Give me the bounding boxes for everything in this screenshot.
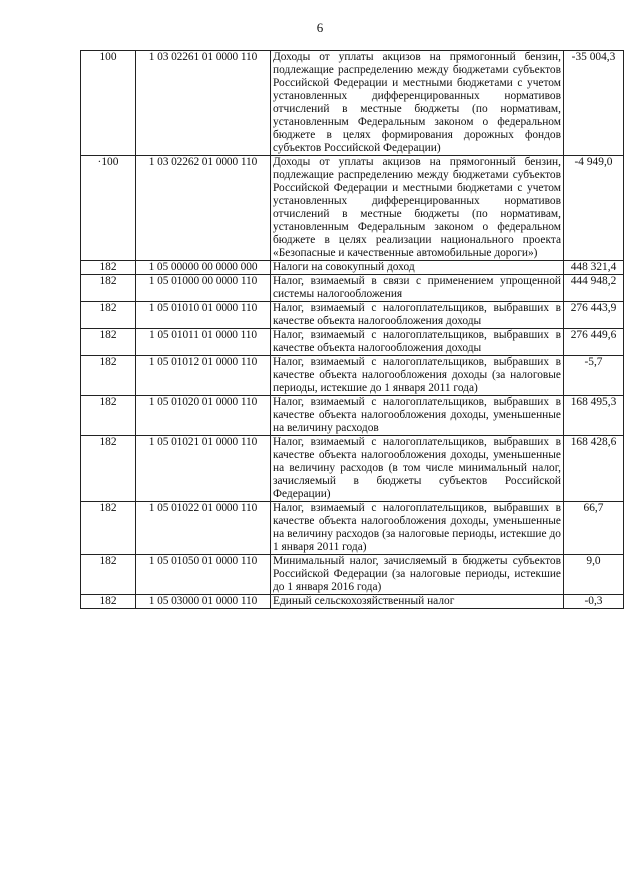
amount-cell: -0,3 [564, 595, 624, 609]
amount-cell: 444 948,2 [564, 275, 624, 302]
revenue-name-cell: Минимальный налог, зачисляемый в бюджеты субъектов Российской Федерации (за налоговые периоды, истекшие до 1 января 2016 года) [271, 555, 564, 595]
table-row [81, 156, 624, 261]
budget-classification-code-cell: 1 05 01012 01 0000 110 [136, 356, 271, 396]
admin-code-cell: 182 [81, 555, 136, 595]
admin-code-cell: 182 [81, 502, 136, 555]
revenue-name-cell: Доходы от уплаты акцизов на прямогонный бензин, подлежащие распределению между бюджетами субъектов Российской Федерации и местными бюджетами с учетом установленных дифференцированных нормативов отчислений в местные бюджеты (по нормативам, установленным Федеральным законом о федеральном бюджете в целях формирования дорожных фондов субъектов Российской Федерации) [271, 51, 564, 156]
amount-cell: -35 004,3 [564, 51, 624, 156]
admin-code-cell: 100 [81, 51, 136, 156]
amount-cell: 276 443,9 [564, 302, 624, 329]
admin-code-cell: 182 [81, 329, 136, 356]
table-row [81, 51, 624, 156]
admin-code-cell: 182 [81, 275, 136, 302]
admin-code-cell: 182 [81, 396, 136, 436]
budget-classification-code-cell: 1 05 01050 01 0000 110 [136, 555, 271, 595]
table-row [81, 302, 624, 329]
admin-code-cell: 182 [81, 356, 136, 396]
revenue-name-cell: Налог, взимаемый с налогоплательщиков, выбравших в качестве объекта налогообложения доходы, уменьшенные на величину расходов (за налоговые периоды, истекшие до 1 января 2011 года) [271, 502, 564, 555]
amount-cell: -4 949,0 [564, 156, 624, 261]
revenue-name-cell: Налоги на совокупный доход [271, 261, 564, 275]
budget-classification-code-cell: 1 05 01020 01 0000 110 [136, 396, 271, 436]
budget-classification-code-cell: 1 05 00000 00 0000 000 [136, 261, 271, 275]
table-row [81, 356, 624, 396]
table-row [81, 555, 624, 595]
table-row [81, 329, 624, 356]
revenue-name-cell: Налог, взимаемый с налогоплательщиков, выбравших в качестве объекта налогообложения доходы [271, 302, 564, 329]
budget-classification-code-cell: 1 05 01000 00 0000 110 [136, 275, 271, 302]
budget-classification-code-cell: 1 03 02261 01 0000 110 [136, 51, 271, 156]
table-row [81, 261, 624, 275]
page-number: 6 [316, 20, 324, 35]
budget-classification-code-cell: 1 05 03000 01 0000 110 [136, 595, 271, 609]
admin-code-cell: 182 [81, 261, 136, 275]
amount-cell: 168 495,3 [564, 396, 624, 436]
admin-code-cell: 182 [81, 302, 136, 329]
table-row [81, 502, 624, 555]
table-row [81, 436, 624, 502]
revenue-name-cell: Налог, взимаемый с налогоплательщиков, выбравших в качестве объекта налогообложения доходы, уменьшенные на величину расходов [271, 396, 564, 436]
admin-code-cell: ·100 [81, 156, 136, 261]
revenue-table [80, 50, 624, 609]
admin-code-cell: 182 [81, 436, 136, 502]
revenue-name-cell: Налог, взимаемый с налогоплательщиков, выбравших в качестве объекта налогообложения доходы [271, 329, 564, 356]
revenue-name-cell: Доходы от уплаты акцизов на прямогонный бензин, подлежащие распределению между бюджетами субъектов Российской Федерации и местными бюджетами с учетом установленных дифференцированных нормативов отчислений в местные бюджеты (по нормативам, установленным Федеральным законом о федеральном бюджете в целях реализации национального проекта «Безопасные и качественные автомобильные дороги») [271, 156, 564, 261]
budget-classification-code-cell: 1 05 01010 01 0000 110 [136, 302, 271, 329]
amount-cell: -5,7 [564, 356, 624, 396]
table-row [81, 275, 624, 302]
admin-code-cell: 182 [81, 595, 136, 609]
amount-cell: 448 321,4 [564, 261, 624, 275]
revenue-name-cell: Единый сельскохозяйственный налог [271, 595, 564, 609]
budget-classification-code-cell: 1 03 02262 01 0000 110 [136, 156, 271, 261]
amount-cell: 66,7 [564, 502, 624, 555]
budget-classification-code-cell: 1 05 01022 01 0000 110 [136, 502, 271, 555]
revenue-name-cell: Налог, взимаемый с налогоплательщиков, выбравших в качестве объекта налогообложения доходы, уменьшенные на величину расходов (в том числе минимальный налог, зачисляемый в бюджеты субъектов Российской Федерации) [271, 436, 564, 502]
table-row [81, 595, 624, 609]
amount-cell: 9,0 [564, 555, 624, 595]
budget-classification-code-cell: 1 05 01021 01 0000 110 [136, 436, 271, 502]
revenue-name-cell: Налог, взимаемый с налогоплательщиков, выбравших в качестве объекта налогообложения доходы (за налоговые периоды, истекшие до 1 января 2011 года) [271, 356, 564, 396]
table-row [81, 396, 624, 436]
revenue-name-cell: Налог, взимаемый в связи с применением упрощенной системы налогообложения [271, 275, 564, 302]
amount-cell: 276 449,6 [564, 329, 624, 356]
budget-classification-code-cell: 1 05 01011 01 0000 110 [136, 329, 271, 356]
amount-cell: 168 428,6 [564, 436, 624, 502]
